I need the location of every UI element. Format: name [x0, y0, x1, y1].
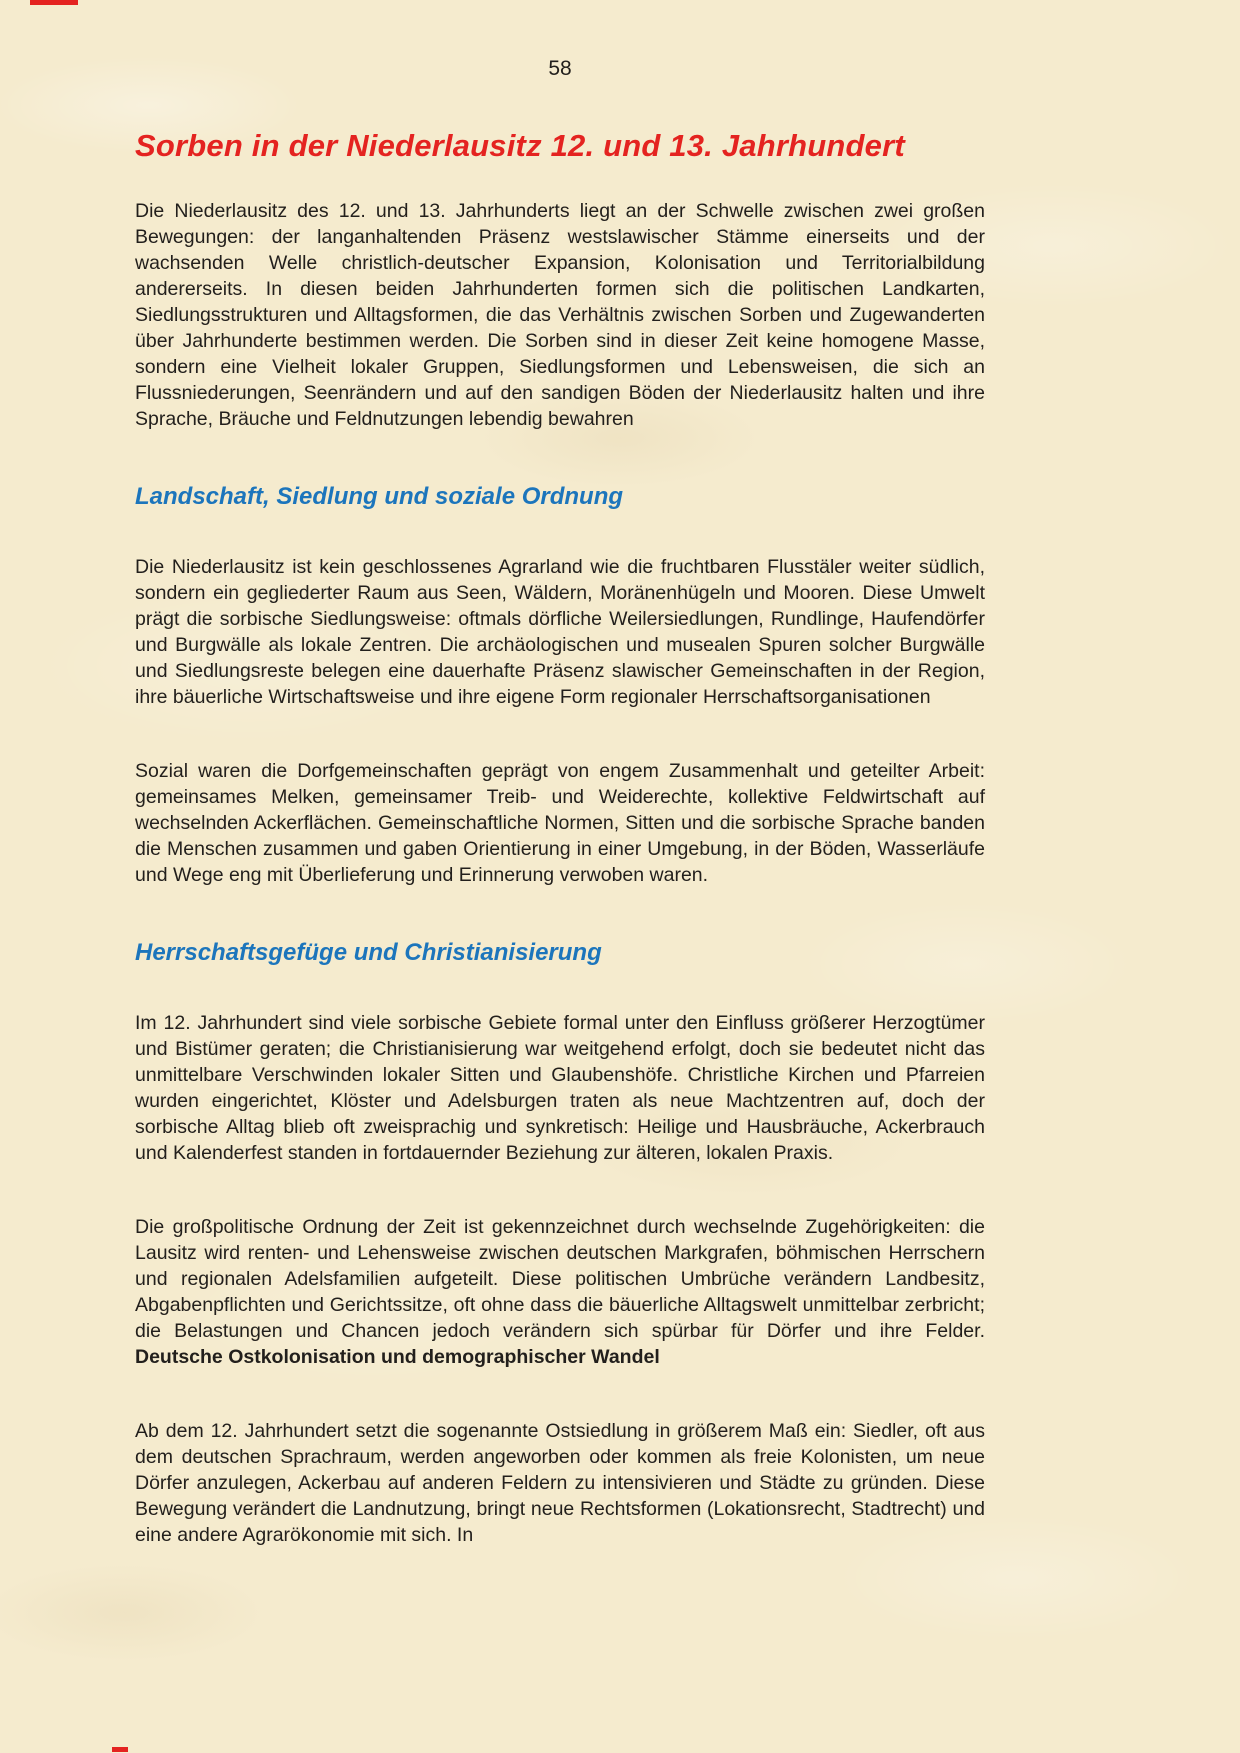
cropped-red-heading-artifact-top	[30, 0, 78, 5]
section-heading-landschaft: Landschaft, Siedlung und soziale Ordnung	[135, 483, 624, 510]
paragraph-herrschaft-2	[135, 1214, 985, 1370]
chapter-title: Sorben in der Niederlausitz 12. und 13. Jahrhundert	[135, 128, 905, 163]
inline-bold-heading-ostkolonisation: Deutsche Ostkolonisation und demographischer Wandel	[135, 1346, 660, 1368]
page-number: 58	[548, 57, 572, 80]
paragraph-herrschaft-2-text: Die großpolitische Ordnung der Zeit ist gekennzeichnet durch wechselnde Zugehörigkeiten: die Lausitz wird renten- und Lehensweise zwischen deutschen Markgrafen, böhmischen Herrschern und regionalen Adelsfamilien aufgeteilt. Diese politischen Umbrüche verändern Landbesitz, Abgabenpflichten und Gerichtssitze, oft ohne dass die bäuerliche Alltagswelt unmittelbar zerbricht; die Belastungen und Chancen jedoch verändern sich spürbar für Dörfer und ihre Felder.	[135, 1216, 985, 1342]
paragraph-landschaft-2: Sozial waren die Dorfgemeinschaften geprägt von engem Zusammenhalt und geteilter Arbeit: gemeinsames Melken, gemeinsamer Treib- und Weiderechte, kollektive Feldwirtschaft auf wechselnden Ackerflächen. Gemeinschaftliche Normen, Sitten und die sorbische Sprache banden die Menschen zusammen und gaben Orientierung in einer Umgebung, in der Böden, Wasserläufe und Wege eng mit Überlieferung und Erinnerung verwoben waren.	[135, 760, 985, 886]
paragraph-herrschaft-1: Im 12. Jahrhundert sind viele sorbische Gebiete formal unter den Einfluss größerer Herzogtümer und Bistümer geraten; die Christianisierung war weitgehend erfolgt, doch sie bedeutet nicht das unmittelbare Verschwinden lokaler Sitten und Glaubenshöfe. Christliche Kirchen und Pfarreien wurden eingerichtet, Klöster und Adelsburgen traten als neue Machtzentren auf, doch der sorbische Alltag blieb oft zweisprachig und synkretisch: Heilige und Hausbräuche, Ackerbrauch und Kalenderfest standen in fortdauernder Beziehung zur älteren, lokalen Praxis.	[135, 1012, 985, 1164]
paragraph-landschaft-1: Die Niederlausitz ist kein geschlossenes Agrarland wie die fruchtbaren Flusstäler weiter südlich, sondern ein gegliederter Raum aus Seen, Wäldern, Moränenhügeln und Mooren. Diese Umwelt prägt die sorbische Siedlungsweise: oftmals dörfliche Weilersiedlungen, Rundlinge, Haufendörfer und Burgwälle als lokale Zentren. Die archäologischen und musealen Spuren solcher Burgwälle und Siedlungsreste belegen eine dauerhafte Präsenz slawischer Gemeinschaften in der Region, ihre bäuerliche Wirtschaftsweise und ihre eigene Form regionaler Herrschaftsorganisationen	[135, 556, 985, 708]
cropped-red-heading-artifact-bottom	[112, 1747, 128, 1752]
paragraph-ostsiedlung: Ab dem 12. Jahrhundert setzt die sogenannte Ostsiedlung in größerem Maß ein: Siedler, oft aus dem deutschen Sprachraum, werden angeworben oder kommen als freie Kolonisten, um neue Dörfer anzulegen, Ackerbau auf anderen Feldern zu intensivieren und Städte zu gründen. Diese Bewegung verändert die Landnutzung, bringt neue Rechtsformen (Lokationsrecht, Stadtrecht) und eine andere Agrarökonomie mit sich. In	[135, 1420, 985, 1546]
page-content-column	[135, 0, 985, 1548]
section-heading-herrschaft: Herrschaftsgefüge und Christianisierung	[135, 939, 602, 966]
paragraph-intro: Die Niederlausitz des 12. und 13. Jahrhunderts liegt an der Schwelle zwischen zwei großen Bewegungen: der langanhaltenden Präsenz westslawischer Stämme einerseits und der wachsenden Welle christlich-deutscher Expansion, Kolonisation und Territorialbildung andererseits. In diesen beiden Jahrhunderten formen sich die politischen Landkarten, Siedlungsstrukturen und Alltagsformen, die das Verhältnis zwischen Sorben und Zugewanderten über Jahrhunderte bestimmen werden. Die Sorben sind in dieser Zeit keine homogene Masse, sondern eine Vielheit lokaler Gruppen, Siedlungsformen und Lebensweisen, die sich an Flussniederungen, Seenrändern und auf den sandigen Böden der Niederlausitz halten und ihre Sprache, Bräuche und Feldnutzungen lebendig bewahren	[135, 200, 985, 430]
